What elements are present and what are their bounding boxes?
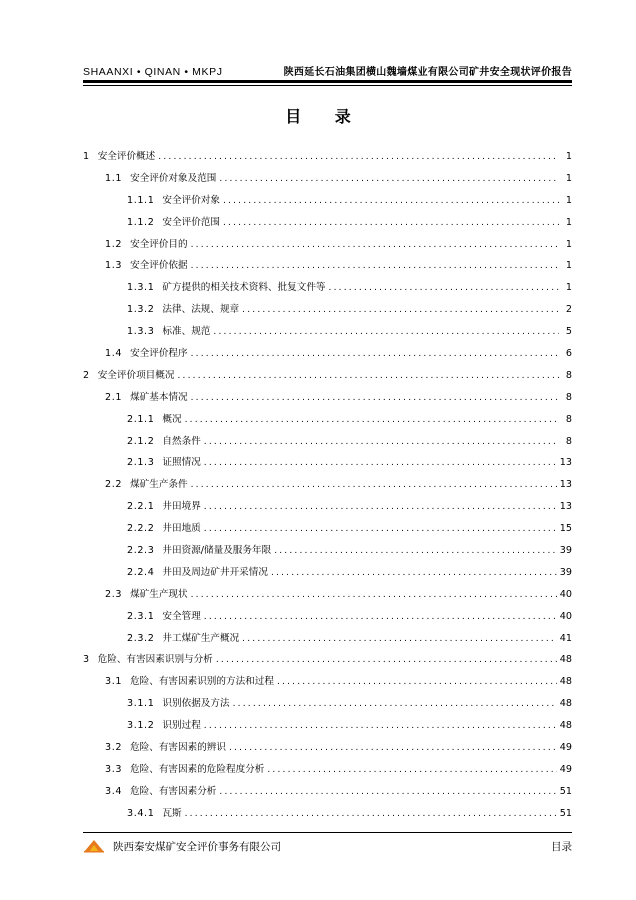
toc-entry-page: 13 (559, 457, 572, 469)
toc-entry-label: 概况 (162, 413, 182, 425)
toc-entry-number: 2.3.2 (127, 632, 155, 644)
toc-entry-page: 5 (565, 326, 572, 338)
header-rule-thin (83, 85, 572, 86)
toc-entry-page: 1 (565, 194, 572, 206)
toc-entry[interactable] (83, 695, 572, 717)
toc-leader-dots (191, 261, 559, 271)
toc-entry[interactable] (83, 454, 572, 476)
toc-entry[interactable] (83, 783, 572, 805)
toc-entry-page: 41 (559, 632, 572, 644)
toc-entry-page: 1 (565, 172, 572, 184)
toc-entry-label: 井田资源/储量及服务年限 (162, 545, 272, 557)
page-header (83, 58, 572, 78)
toc-entry-page: 48 (559, 676, 572, 688)
toc-entry-page: 8 (565, 369, 572, 381)
toc-leader-dots (177, 371, 559, 381)
toc-leader-dots (204, 612, 557, 622)
toc-leader-dots (204, 524, 557, 534)
toc-entry[interactable] (83, 542, 572, 564)
toc-leader-dots (223, 218, 559, 228)
toc-entry-number: 2.1.3 (127, 457, 155, 469)
toc-entry-number: 1.3.1 (127, 282, 155, 294)
toc-entry-page: 40 (559, 588, 572, 600)
toc-entry-page: 13 (559, 501, 572, 513)
toc-entry-label: 矿方提供的相关技术资料、批复文件等 (162, 282, 326, 294)
page-title: 目 录 (285, 107, 365, 126)
toc-entry-page: 48 (559, 698, 572, 710)
toc-leader-dots (219, 174, 559, 184)
toc-entry-number: 2.3.1 (127, 610, 155, 622)
toc-entry-number: 2.1.2 (127, 435, 155, 447)
toc-leader-dots (216, 655, 557, 665)
toc-entry-page: 2 (565, 304, 572, 316)
toc-leader-dots (204, 502, 557, 512)
toc-entry-page: 49 (559, 742, 572, 754)
toc-entry[interactable] (83, 520, 572, 542)
toc-entry-label: 安全评价项目概况 (97, 369, 175, 381)
toc-entry[interactable] (83, 630, 572, 652)
toc-entry-number: 1.4 (105, 348, 123, 360)
footer-section-label: 目录 (551, 840, 572, 853)
toc-leader-dots (219, 787, 556, 797)
toc-entry-number: 2.2.3 (127, 545, 155, 557)
toc-entry[interactable] (83, 717, 572, 739)
toc-entry-page: 39 (559, 566, 572, 578)
toc-entry-label: 危险、有害因素的辨识 (130, 742, 226, 754)
toc-entry-label: 安全评价对象及范围 (130, 172, 217, 184)
toc-entry-page: 40 (559, 610, 572, 622)
toc-entry-number: 3 (83, 654, 90, 666)
page-footer (83, 838, 572, 854)
toc-entry[interactable] (83, 476, 572, 498)
toc-entry-number: 2.2 (105, 479, 123, 491)
toc-entry-label: 井工煤矿生产概况 (162, 632, 240, 644)
toc-entry-page: 51 (559, 807, 572, 819)
toc-entry[interactable] (83, 498, 572, 520)
toc-entry-label: 安全管理 (162, 610, 201, 622)
toc-entry-page: 6 (565, 348, 572, 360)
toc-entry-label: 危险、有害因素分析 (130, 785, 217, 797)
toc-entry-label: 瓦斯 (162, 807, 182, 819)
toc-leader-dots (204, 437, 559, 447)
toc-entry-label: 井田及周边矿井开采情况 (162, 566, 268, 578)
toc-leader-dots (185, 809, 557, 819)
toc-entry-label: 识别依据及方法 (162, 698, 230, 710)
toc-entry-page: 48 (559, 654, 572, 666)
toc-entry[interactable] (83, 214, 572, 236)
toc-leader-dots (267, 765, 556, 775)
toc-leader-dots (242, 634, 557, 644)
toc-leader-dots (229, 743, 557, 753)
toc-entry-page: 8 (565, 413, 572, 425)
toc-entry[interactable] (83, 739, 572, 761)
toc-entry-number: 1.1 (105, 172, 123, 184)
toc-entry-label: 危险、有害因素识别与分析 (97, 654, 213, 666)
toc-leader-dots (191, 393, 559, 403)
toc-entry-label: 自然条件 (162, 435, 201, 447)
toc-entry-label: 安全评价程序 (130, 348, 188, 360)
toc-entry-number: 1.2 (105, 238, 123, 250)
toc-entry[interactable] (83, 236, 572, 258)
footer-company-name: 陕西秦安煤矿安全评价事务有限公司 (113, 840, 281, 853)
toc-entry-page: 13 (559, 479, 572, 491)
toc-entry[interactable] (83, 192, 572, 214)
toc-leader-dots (223, 196, 559, 206)
toc-entry-page: 1 (565, 238, 572, 250)
toc-leader-dots (158, 152, 559, 162)
toc-leader-dots (274, 546, 557, 556)
toc-entry-number: 3.2 (105, 742, 123, 754)
toc-entry-number: 3.4 (105, 785, 123, 797)
company-logo-icon (83, 839, 105, 853)
toc-entry[interactable] (83, 279, 572, 301)
toc-leader-dots (242, 305, 559, 315)
toc-entry-number: 1.1.1 (127, 194, 155, 206)
header-rule-thick (83, 80, 572, 83)
toc-entry-label: 危险、有害因素识别的方法和过程 (130, 676, 274, 688)
toc-entry-number: 1 (83, 151, 90, 162)
toc-entry-number: 2.2.1 (127, 501, 155, 513)
toc-entry-number: 3.1.2 (127, 720, 155, 732)
toc-leader-dots (271, 568, 557, 578)
table-of-contents (83, 148, 572, 827)
toc-entry[interactable] (83, 411, 572, 433)
toc-entry-page: 49 (559, 763, 572, 775)
toc-leader-dots (213, 327, 559, 337)
toc-leader-dots (233, 699, 557, 709)
toc-entry[interactable] (83, 651, 572, 673)
toc-entry-number: 2.3 (105, 588, 123, 600)
toc-entry[interactable] (83, 367, 572, 389)
toc-entry-number: 2 (83, 369, 90, 381)
toc-leader-dots (204, 458, 557, 468)
toc-entry-page: 39 (559, 545, 572, 557)
toc-entry-label: 安全评价对象 (162, 194, 220, 206)
toc-leader-dots (204, 721, 557, 731)
toc-entry[interactable] (83, 148, 572, 170)
toc-entry-number: 3.1.1 (127, 698, 155, 710)
toc-entry-page: 8 (565, 435, 572, 447)
toc-entry-label: 煤矿生产条件 (130, 479, 188, 491)
toc-entry-label: 法律、法规、规章 (162, 304, 240, 316)
toc-entry[interactable] (83, 323, 572, 345)
toc-entry[interactable] (83, 433, 572, 455)
toc-entry[interactable] (83, 586, 572, 608)
toc-entry[interactable] (83, 761, 572, 783)
toc-leader-dots (329, 283, 559, 293)
toc-entry[interactable] (83, 805, 572, 827)
toc-entry-page: 1 (565, 151, 572, 162)
toc-entry-page: 15 (559, 523, 572, 535)
toc-entry-label: 安全评价范围 (162, 216, 220, 228)
footer-rule (83, 832, 572, 833)
toc-entry-label: 安全评价依据 (130, 260, 188, 272)
toc-entry-number: 1.3 (105, 260, 123, 272)
toc-leader-dots (191, 590, 557, 600)
toc-entry-number: 3.3 (105, 763, 123, 775)
toc-entry[interactable] (83, 345, 572, 367)
toc-entry-label: 安全评价概述 (97, 151, 156, 162)
toc-entry-page: 1 (565, 260, 572, 272)
toc-entry-page: 48 (559, 720, 572, 732)
toc-leader-dots (185, 415, 559, 425)
toc-entry-number: 1.3.3 (127, 326, 155, 338)
header-left-code: SHAANXI • QINAN • MKPJ (83, 66, 223, 78)
toc-entry-number: 3.1 (105, 676, 123, 688)
toc-entry-label: 危险、有害因素的危险程度分析 (130, 763, 265, 775)
toc-entry-label: 识别过程 (162, 720, 201, 732)
toc-entry[interactable] (83, 301, 572, 323)
toc-entry[interactable] (83, 257, 572, 279)
toc-entry-number: 1.3.2 (127, 304, 155, 316)
toc-entry[interactable] (83, 608, 572, 630)
toc-entry[interactable] (83, 673, 572, 695)
header-report-title: 陕西延长石油集团横山魏墙煤业有限公司矿井安全现状评价报告 (283, 67, 572, 78)
toc-entry[interactable] (83, 389, 572, 411)
toc-entry-page: 1 (565, 216, 572, 228)
toc-entry-label: 煤矿基本情况 (130, 391, 188, 403)
toc-leader-dots (277, 677, 557, 687)
toc-entry-number: 3.4.1 (127, 807, 155, 819)
toc-entry-page: 51 (559, 785, 572, 797)
toc-entry-number: 2.2.2 (127, 523, 155, 535)
toc-entry-label: 证照情况 (162, 457, 201, 469)
toc-leader-dots (191, 480, 557, 490)
toc-entry-page: 8 (565, 391, 572, 403)
toc-entry-number: 2.1 (105, 391, 123, 403)
toc-entry-label: 安全评价目的 (130, 238, 188, 250)
toc-entry-number: 2.1.1 (127, 413, 155, 425)
toc-entry-label: 井田地质 (162, 523, 201, 535)
toc-entry-label: 煤矿生产现状 (130, 588, 188, 600)
toc-entry-label: 井田境界 (162, 501, 201, 513)
toc-entry-page: 1 (565, 282, 572, 294)
toc-leader-dots (191, 349, 559, 359)
toc-entry-number: 1.1.2 (127, 216, 155, 228)
toc-entry[interactable] (83, 170, 572, 192)
toc-entry-number: 2.2.4 (127, 566, 155, 578)
toc-entry[interactable] (83, 564, 572, 586)
toc-entry-label: 标准、规范 (162, 326, 211, 338)
toc-leader-dots (191, 240, 559, 250)
